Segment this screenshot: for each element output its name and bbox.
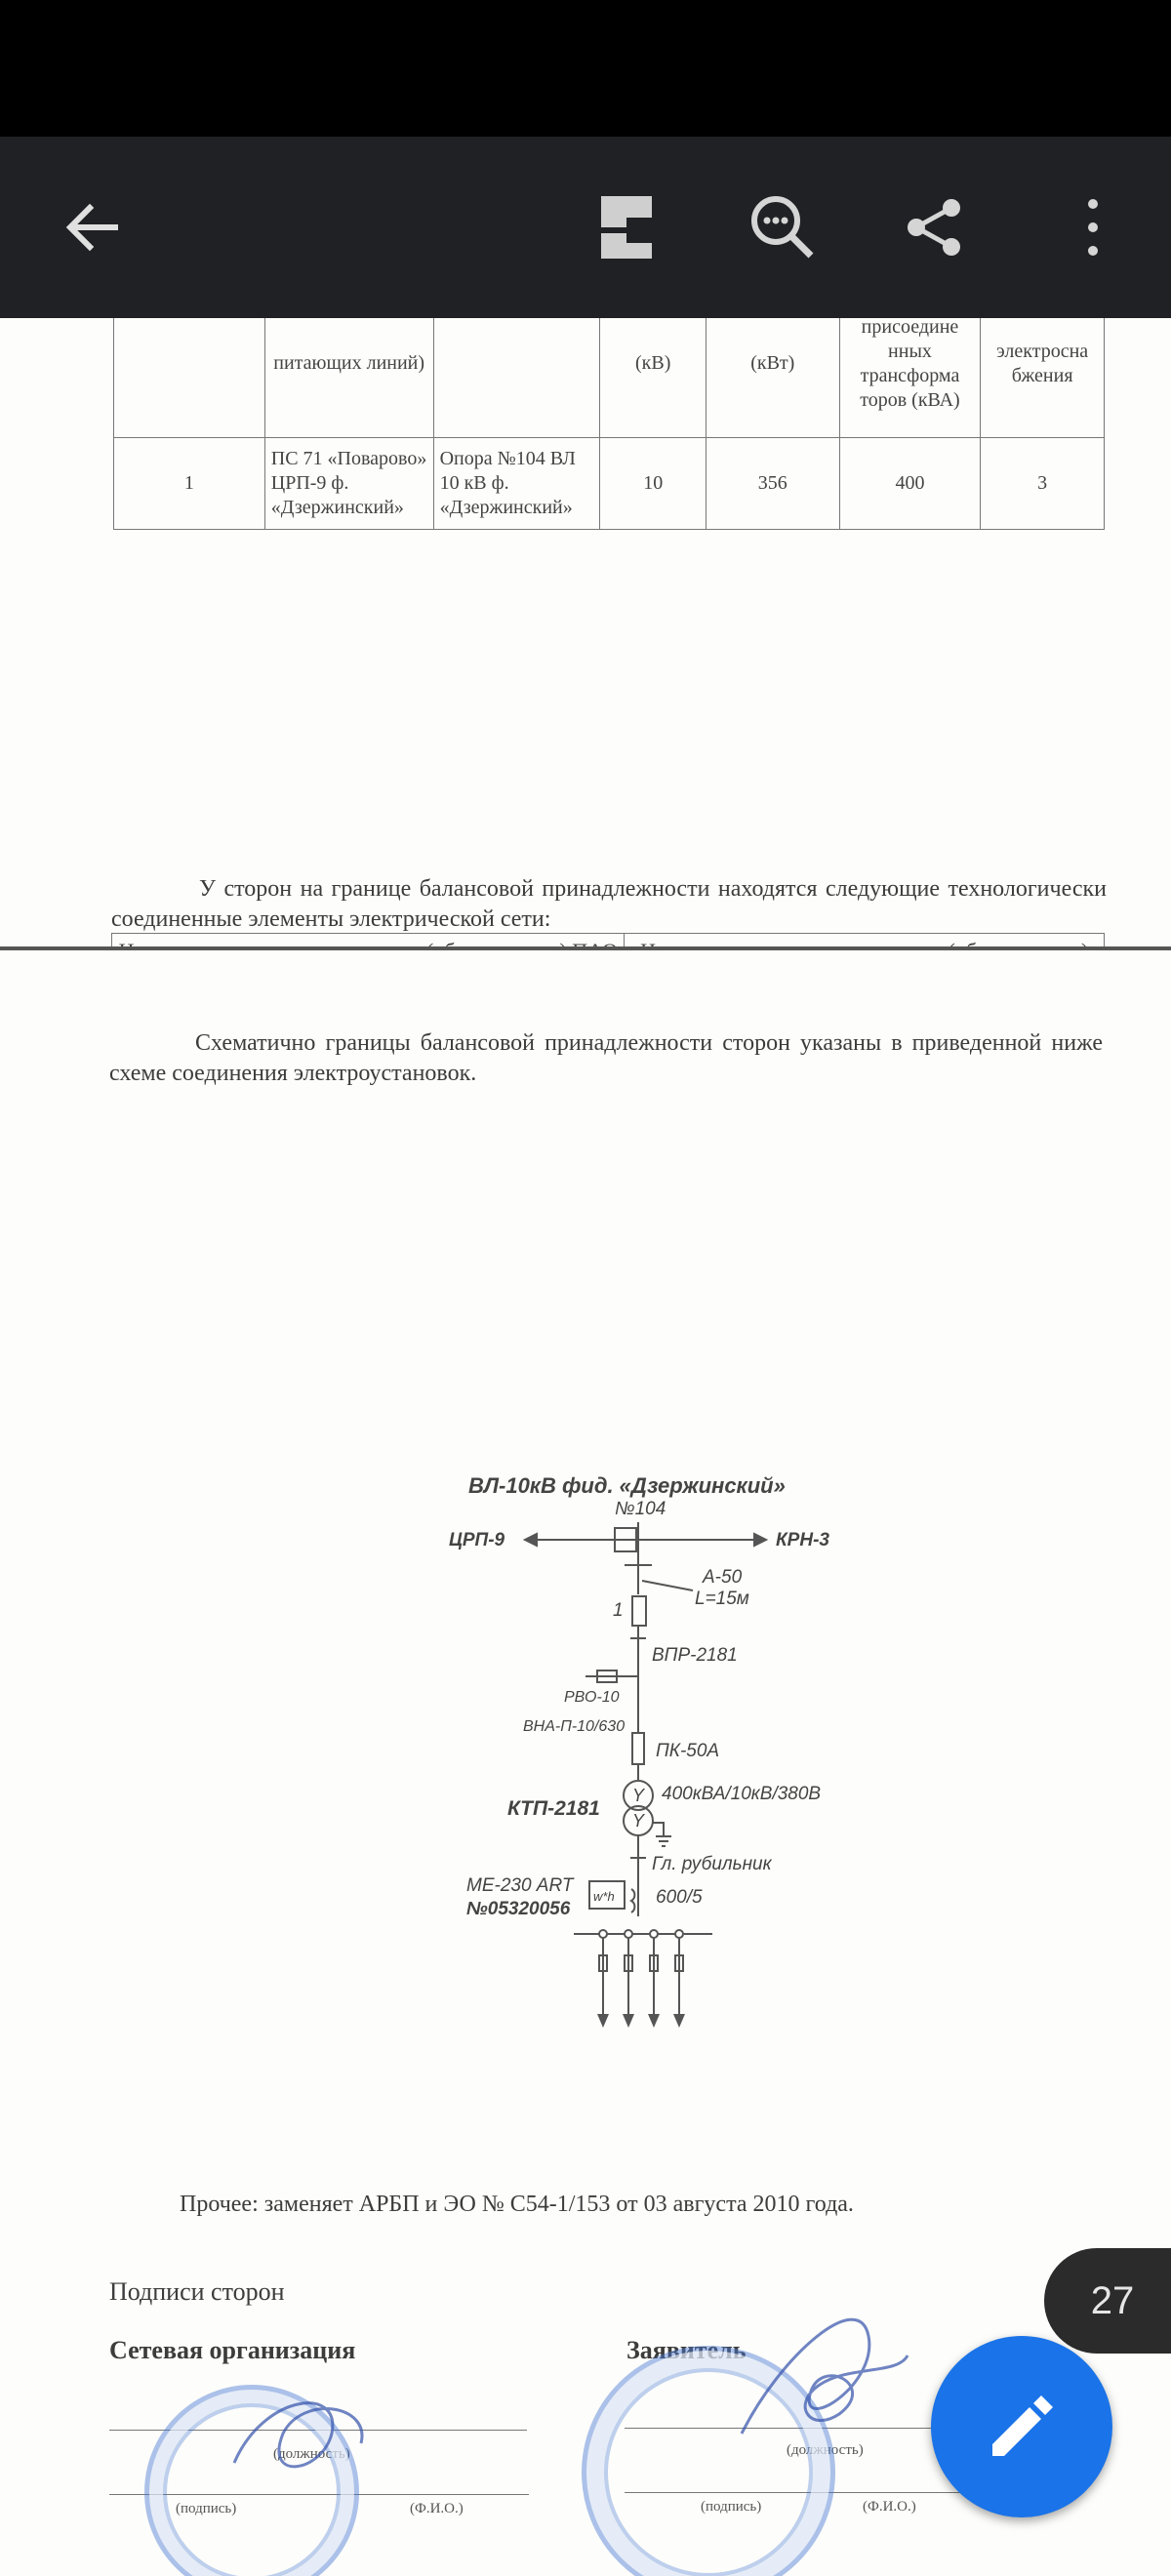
scheme-ct: 600/5	[656, 1887, 703, 1908]
signature-applicant	[722, 2297, 917, 2463]
scheme-pk: ПК-50А	[656, 1741, 720, 1761]
scheme-fuse-number: 1	[613, 1600, 624, 1621]
scheme-meter: МЕ-230 ART	[466, 1875, 574, 1896]
document-page	[0, 950, 1171, 2576]
wye-symbol: Y	[632, 1811, 645, 1831]
search-button[interactable]	[724, 137, 841, 318]
table-cell: 10	[600, 438, 707, 530]
table-cell: 3	[981, 438, 1105, 530]
pencil-icon	[985, 2390, 1059, 2464]
wye-symbol: Y	[632, 1786, 645, 1805]
table-cell: электроcна бжения	[981, 318, 1105, 438]
table-row	[114, 438, 1105, 530]
status-bar	[0, 0, 1171, 137]
fio-caption: (Ф.И.О.)	[410, 2501, 464, 2516]
scheme-transformer: 400кВА/10кВ/380В	[662, 1784, 822, 1804]
paragraph: Схематично границы балансовой принадлежности сторон указаны в приведенной ниже схеме соединения электроустановок.	[109, 1030, 1103, 1087]
applicant-label: Заявитель	[626, 2336, 747, 2364]
layout-button[interactable]	[568, 137, 685, 318]
scheme-length: L=15м	[695, 1589, 749, 1609]
scheme-cable: А-50	[703, 1567, 743, 1588]
scheme-vna: ВНА-П-10/630	[523, 1718, 626, 1735]
edit-fab-button[interactable]	[931, 2336, 1112, 2517]
signature-caption: (подпись)	[176, 2501, 237, 2516]
table-cell	[433, 318, 600, 438]
fio-caption: (Ф.И.О.)	[863, 2499, 916, 2515]
paragraph: У сторон на границе балансовой принадлежности находятся следующие технологически соединенные элементы электрической сети:	[111, 876, 1107, 933]
connection-table	[113, 318, 1105, 530]
signatures-title: Подписи сторон	[109, 2277, 285, 2306]
table-cell: питающих линий)	[264, 318, 433, 438]
table-header-row	[114, 318, 1105, 438]
scheme-rvo: РВО-10	[564, 1689, 620, 1706]
more-vertical-icon	[1083, 196, 1103, 259]
more-options-button[interactable]	[1034, 137, 1151, 318]
page-number-badge: 27	[1044, 2248, 1171, 2354]
share-icon	[903, 196, 965, 259]
search-icon	[748, 193, 817, 262]
arrow-left-icon	[61, 196, 123, 259]
connection-scheme	[429, 1468, 839, 2063]
signature-network-org	[224, 2375, 381, 2492]
table-cell: Опора №104 ВЛ 10 кВ ф. «Дзержинский»	[433, 438, 600, 530]
scheme-vpr: ВПР-2181	[652, 1645, 738, 1666]
table-cell: 400	[839, 438, 981, 530]
table-cell: 356	[706, 438, 839, 530]
signature-caption: (подпись)	[701, 2499, 762, 2515]
table-cell: ПС 71 «Поварово» ЦРП-9 ф. «Дзержинский»	[264, 438, 433, 530]
scheme-switch: Гл. рубильник	[652, 1854, 772, 1874]
share-button[interactable]	[875, 137, 992, 318]
app-bar	[0, 137, 1171, 318]
meter-symbol: w*h	[593, 1889, 615, 1904]
table-cell: (кВ)	[600, 318, 707, 438]
network-org-label: Сетевая организация	[109, 2336, 356, 2364]
table-cell: 1	[114, 438, 265, 530]
scheme-right-label: КРН-3	[776, 1530, 829, 1550]
position-caption: (должность)	[273, 2446, 350, 2462]
scheme-ktp: КТП-2181	[507, 1797, 600, 1820]
table-cell: присоедине нных трансформа торов (кВА)	[839, 318, 981, 438]
other-note: Прочее: заменяет АРБП и ЭО № С54-1/153 от 03 августа 2010 года.	[180, 2192, 854, 2217]
scheme-pole: №104	[615, 1499, 666, 1519]
page-layout-icon	[597, 192, 656, 262]
scheme-meter-number: №05320056	[466, 1899, 571, 1919]
scheme-left-label: ЦРП-9	[449, 1530, 505, 1550]
scheme-title: ВЛ-10кВ фид. «Дзержинский»	[468, 1473, 786, 1498]
table-cell: (кВт)	[706, 318, 839, 438]
document-viewer[interactable]	[0, 318, 1171, 2576]
back-button[interactable]	[33, 137, 150, 318]
position-caption: (должность)	[787, 2442, 864, 2458]
